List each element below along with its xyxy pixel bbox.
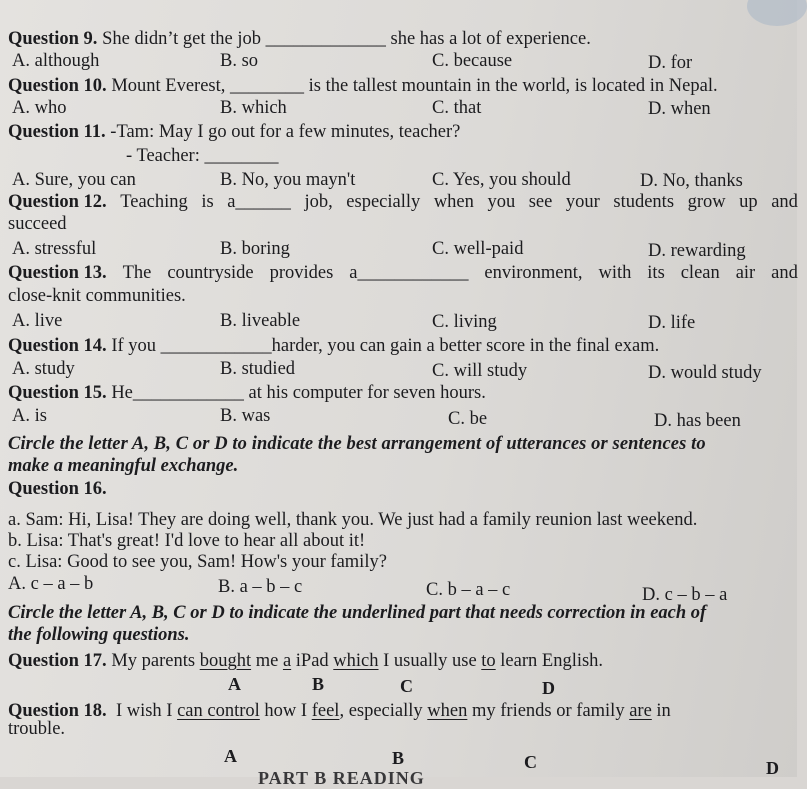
q18-underline-a[interactable]: can control [177,701,260,721]
q9-option-d[interactable]: D. for [648,53,693,73]
q14-option-a[interactable]: A. study [12,359,75,379]
q12-option-a[interactable]: A. stressful [12,239,97,259]
instruction-correction-line1: Circle the letter A, B, C or D to indicate the underlined part that needs correction in each of [8,603,707,623]
q9-option-c[interactable]: C. because [432,51,513,71]
q12-option-b[interactable]: B. boring [220,239,290,259]
q17-underline-b[interactable]: a [282,651,292,671]
q18-letter-b: B [392,748,405,768]
q11-option-b[interactable]: B. No, you mayn't [220,170,356,190]
q17-letter-d: D [542,678,555,698]
q18-underline-c[interactable]: when [427,701,468,721]
question-14: Question 14. If you ____________harder, you can gain a better score in the final exam. [8,336,660,356]
q16-option-b[interactable]: B. a – b – c [218,577,303,597]
q18-continuation: trouble. [8,719,66,739]
q15-option-b[interactable]: B. was [220,406,271,426]
instruction-arrangement-line1: Circle the letter A, B, C or D to indicate the best arrangement of utterances or sentences to [8,434,706,454]
q16-utterance-a: a. Sam: Hi, Lisa! They are doing well, thank you. We just had a family reunion last weekend. [8,510,698,530]
q12-continuation: succeed [8,214,67,234]
instruction-arrangement-line2: make a meaningful exchange. [8,456,239,476]
q16-utterance-c: c. Lisa: Good to see you, Sam! How's your family? [8,552,387,572]
q18-underline-d[interactable]: are [629,701,652,721]
question-18: Question 18. I wish I can control how I feel, especially when my friends or family are in [8,701,671,721]
question-9: Question 9. She didn’t get the job _____________ she has a lot of experience. [8,29,591,49]
q13-option-d[interactable]: D. life [648,313,696,333]
question-16-label: Question 16. [8,479,107,499]
q11-option-a[interactable]: A. Sure, you can [12,170,136,190]
corner-object [747,0,807,26]
q15-option-a[interactable]: A. is [12,406,47,426]
question-15: Question 15. He____________ at his computer for seven hours. [8,383,486,403]
q17-underline-a[interactable]: bought [199,651,252,671]
q17-letter-b: B [312,674,325,694]
q11-option-d[interactable]: D. No, thanks [640,171,743,191]
q15-option-c[interactable]: C. be [448,409,488,429]
q11-teacher-line: - Teacher: ________ [126,146,279,166]
question-11: Question 11. -Tam: May I go out for a few minutes, teacher? [8,122,461,142]
q16-utterance-b: b. Lisa: That's great! I'd love to hear all about it! [8,531,366,551]
question-13: Question 13. The countryside provides a____________ environment, with its clean air and [8,263,798,283]
q10-option-d[interactable]: D. when [648,99,711,119]
question-17: Question 17. My parents bought me a iPad which I usually use to learn English. [8,651,604,671]
question-10: Question 10. Mount Everest, ________ is the tallest mountain in the world, is located in Nepal. [8,76,718,96]
q17-underline-d[interactable]: to [481,651,496,671]
q18-underline-b[interactable]: feel [311,701,340,721]
q14-option-d[interactable]: D. would study [648,363,762,383]
q9-option-b[interactable]: B. so [220,51,259,71]
q12-option-c[interactable]: C. well-paid [432,239,524,259]
q17-letter-a: A [228,674,241,694]
q16-option-c[interactable]: C. b – a – c [426,580,511,600]
question-12: Question 12. Teaching is a______ job, especially when you see your students grow up and [8,192,798,212]
q12-option-d[interactable]: D. rewarding [648,241,746,261]
q13-option-b[interactable]: B. liveable [220,311,301,331]
q18-letter-d: D [766,758,779,778]
q13-option-a[interactable]: A. live [12,311,63,331]
q9-option-a[interactable]: A. although [12,51,100,71]
q11-option-c[interactable]: C. Yes, you should [432,170,571,190]
q10-option-a[interactable]: A. who [12,98,67,118]
q17-letter-c: C [400,676,413,696]
q13-continuation: close-knit communities. [8,286,186,306]
q14-option-c[interactable]: C. will study [432,361,528,381]
q13-option-c[interactable]: C. living [432,312,497,332]
q17-underline-c[interactable]: which [333,651,379,671]
q10-option-b[interactable]: B. which [220,98,287,118]
q18-letter-a: A [224,746,237,766]
instruction-correction-line2: the following questions. [8,625,190,645]
q14-option-b[interactable]: B. studied [220,359,296,379]
q15-option-d[interactable]: D. has been [654,411,741,431]
q16-option-a[interactable]: A. c – a – b [8,574,94,594]
section-heading-fragment: PART B READING [258,768,425,788]
q16-option-d[interactable]: D. c – b – a [642,585,728,605]
q10-option-c[interactable]: C. that [432,98,482,118]
q18-letter-c: C [524,752,537,772]
